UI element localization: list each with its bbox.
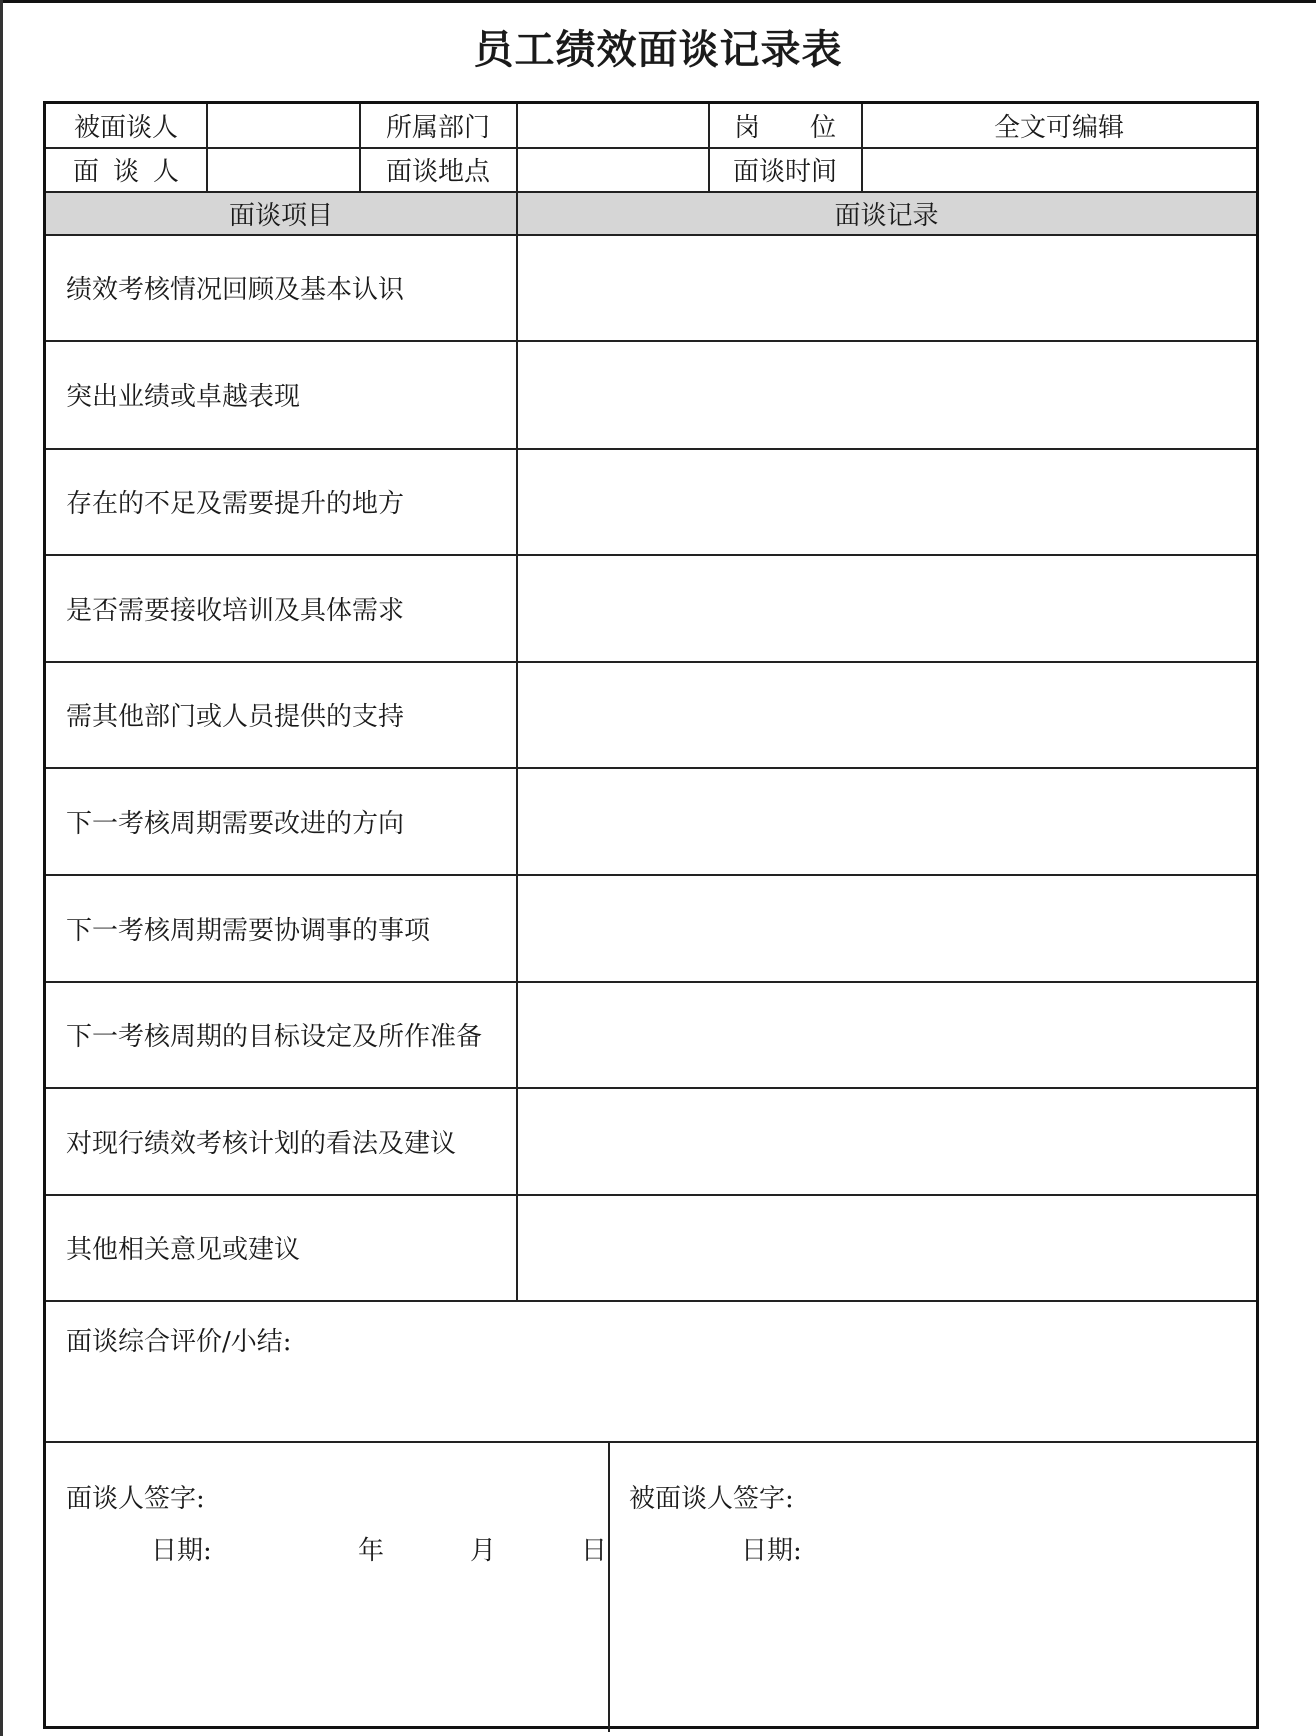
position-label-part: 位 bbox=[810, 113, 837, 143]
interviewer-label-part: 面 bbox=[72, 157, 99, 187]
position-label bbox=[709, 104, 861, 147]
item-record-field[interactable] bbox=[517, 555, 1256, 661]
item-label: 需其他部门或人员提供的支持 bbox=[66, 702, 405, 732]
location-label: 面谈地点 bbox=[385, 157, 490, 187]
interviewer-signature-area[interactable] bbox=[46, 1442, 608, 1726]
department-label: 所属部门 bbox=[385, 113, 490, 143]
item-record-field[interactable] bbox=[517, 449, 1256, 554]
time-label: 面谈时间 bbox=[732, 157, 837, 187]
item-label: 其他相关意见或建议 bbox=[66, 1235, 301, 1265]
interviewer-sign-label: 面谈人签字: bbox=[66, 1484, 205, 1514]
item-label: 突出业绩或卓越表现 bbox=[66, 382, 301, 412]
page-title: 员工绩效面谈记录表 bbox=[473, 27, 843, 73]
interviewee-label: 被面谈人 bbox=[73, 113, 178, 143]
time-field[interactable] bbox=[862, 148, 1256, 191]
summary-label: 面谈综合评价/小结: bbox=[66, 1327, 292, 1357]
item-record-field[interactable] bbox=[517, 1195, 1256, 1300]
interviewer-date-label: 日期: bbox=[151, 1536, 212, 1566]
interviewee-signature-area[interactable] bbox=[609, 1442, 1256, 1726]
item-record-field[interactable] bbox=[517, 875, 1256, 981]
interviewee-field[interactable] bbox=[207, 104, 359, 147]
item-record-field[interactable] bbox=[517, 341, 1256, 448]
interview-form-table bbox=[43, 101, 1259, 1729]
year-label: 年 bbox=[358, 1536, 385, 1566]
interviewee-date-label: 日期: bbox=[741, 1536, 802, 1566]
interviewee-sign-label: 被面谈人签字: bbox=[629, 1484, 794, 1514]
item-label: 是否需要接收培训及具体需求 bbox=[66, 595, 405, 626]
item-record-field[interactable] bbox=[517, 768, 1256, 874]
item-label: 绩效考核情况回顾及基本认识 bbox=[66, 275, 405, 305]
left-edge-line bbox=[0, 0, 3, 1736]
location-field[interactable] bbox=[517, 148, 708, 191]
interviewer-label-part: 谈 bbox=[112, 157, 139, 187]
position-field[interactable]: 全文可编辑 bbox=[993, 113, 1124, 143]
day-label: 日 bbox=[581, 1536, 608, 1566]
item-record-field[interactable] bbox=[517, 662, 1256, 767]
item-label: 下一考核周期需要改进的方向 bbox=[66, 808, 405, 839]
column-header-record: 面谈记录 bbox=[834, 200, 939, 231]
item-label: 下一考核周期需要协调事的事项 bbox=[66, 915, 431, 946]
item-label: 下一考核周期的目标设定及所作准备 bbox=[66, 1022, 483, 1052]
item-record-field[interactable] bbox=[517, 235, 1256, 340]
item-record-field[interactable] bbox=[517, 982, 1256, 1087]
top-border-line bbox=[0, 0, 1316, 3]
interviewer-field[interactable] bbox=[207, 148, 359, 191]
position-label-part: 岗 bbox=[733, 113, 760, 143]
month-label: 月 bbox=[470, 1536, 497, 1566]
department-field[interactable] bbox=[517, 104, 708, 147]
interviewer-label-part: 人 bbox=[153, 157, 180, 187]
summary-field[interactable] bbox=[46, 1301, 1256, 1441]
item-label: 对现行绩效考核计划的看法及建议 bbox=[66, 1128, 457, 1159]
item-record-field[interactable] bbox=[517, 1088, 1256, 1194]
item-label: 存在的不足及需要提升的地方 bbox=[66, 489, 405, 519]
column-header-item: 面谈项目 bbox=[228, 200, 333, 231]
interviewer-label bbox=[46, 148, 206, 191]
